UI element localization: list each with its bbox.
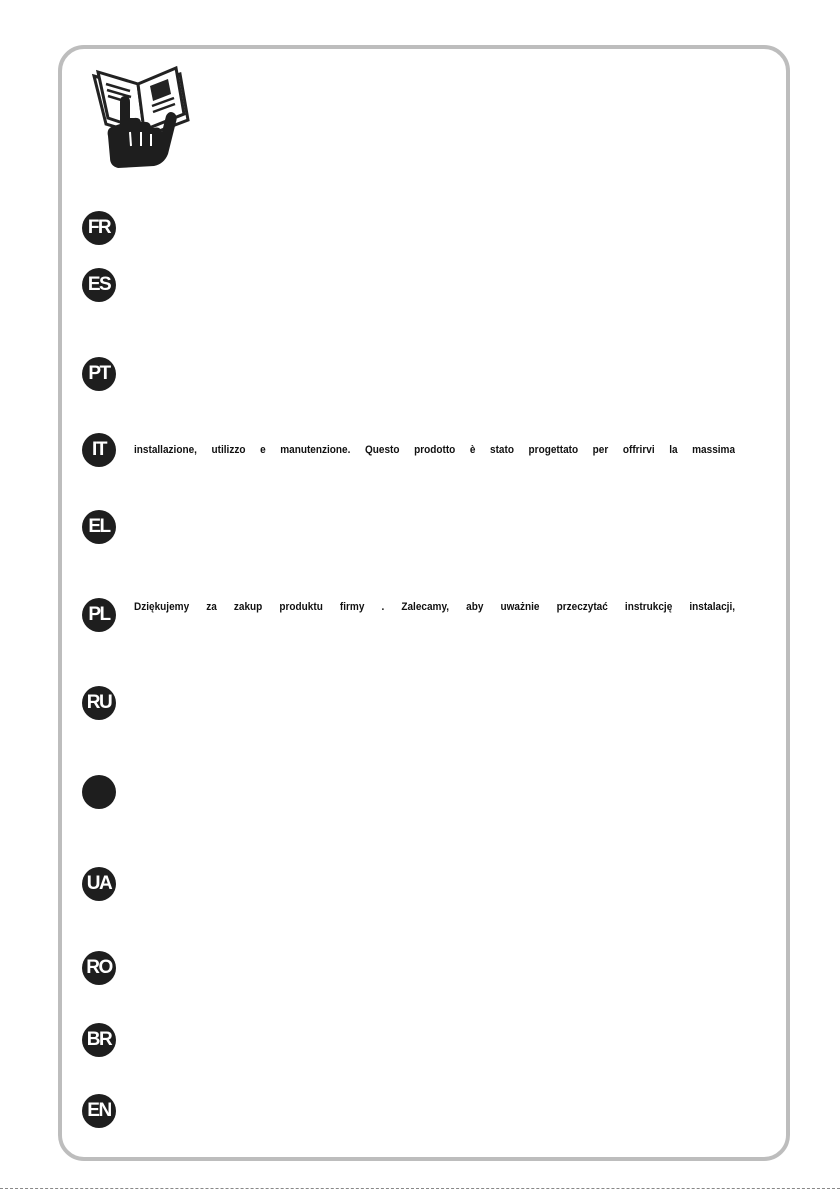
lang-badge-fr: FR bbox=[82, 211, 116, 245]
lang-text-it: installazione, utilizzo e manutenzione. Questo prodotto è stato progettato per offrirvi la massima bbox=[134, 444, 736, 456]
lang-badge-es: ES bbox=[82, 268, 116, 302]
lang-badge-en: EN bbox=[82, 1094, 116, 1128]
lang-badge-it: IT bbox=[82, 433, 116, 467]
lang-badge-ru: RU bbox=[82, 686, 116, 720]
page-edge bbox=[0, 1188, 840, 1189]
lang-badge-el: EL bbox=[82, 510, 116, 544]
lang-text-pl: Dziękujemy za zakup produktu firmy . Zalecamy, aby uważnie przeczytać instrukcję instalacji, bbox=[134, 601, 736, 613]
lang-badge-pl: PL bbox=[82, 598, 116, 632]
lang-badge-blank bbox=[82, 775, 116, 809]
lang-badge-pt: PT bbox=[82, 357, 116, 391]
lang-badge-br: BR bbox=[82, 1023, 116, 1057]
lang-badge-ua: UA bbox=[82, 867, 116, 901]
lang-badge-ro: RO bbox=[82, 951, 116, 985]
manual-read-icon bbox=[84, 58, 194, 170]
